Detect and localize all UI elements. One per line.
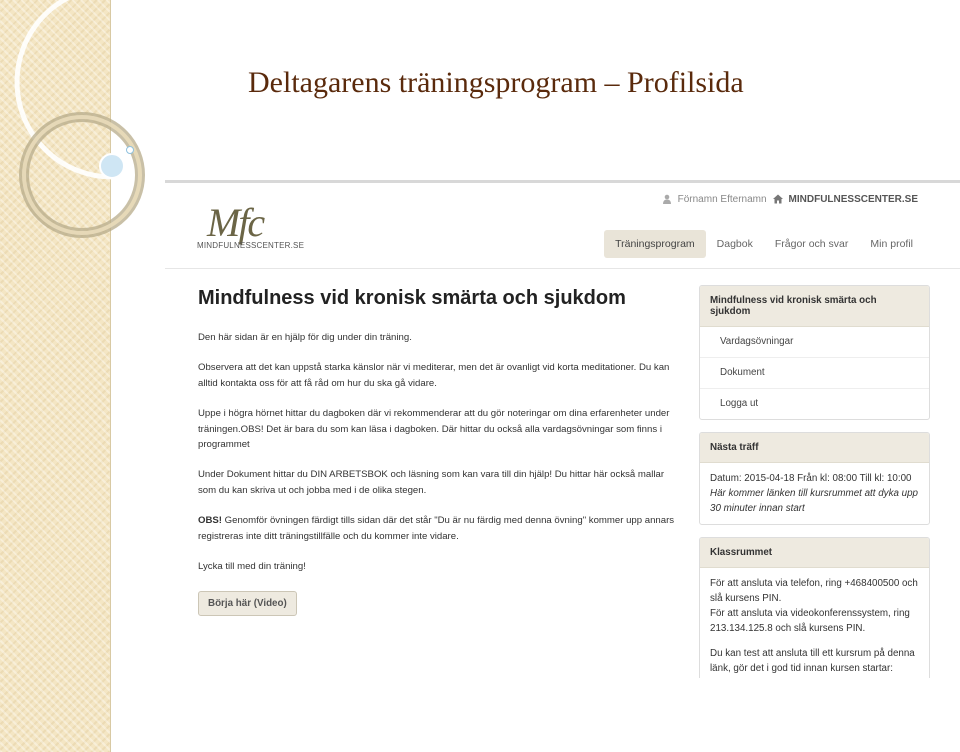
page-heading: Mindfulness vid kronisk smärta och sjukdom: [198, 287, 626, 309]
start-video-button[interactable]: Börja här (Video): [198, 591, 297, 616]
main-nav: [604, 230, 924, 258]
user-icon: [662, 194, 672, 205]
next-meeting-title: Nästa träff: [700, 433, 929, 463]
link-logga-ut[interactable]: Logga ut: [720, 398, 759, 409]
next-meeting-panel: [699, 432, 930, 525]
link-dokument[interactable]: Dokument: [700, 358, 929, 389]
next-meeting-body: [700, 463, 929, 524]
course-panel: [699, 285, 930, 420]
user-name-link[interactable]: Förnamn Efternamn: [677, 194, 767, 205]
obs-text: Genomför övningen färdigt tills sidan där det står "Du är nu färdig med denna övning" kommer upp annars registreras inte ditt träningstillfälle och du kommer inte vidare.: [198, 515, 675, 542]
logo-mark: Mfc: [207, 200, 264, 245]
feelings-paragraph: Observera att det kan uppstå starka känslor när vi mediterar, men det är ovanligt vid korta meditationer. Du kan alltid kontakta oss för att få råd om hur du ska gå vidare.: [198, 362, 670, 389]
classroom-panel: [699, 537, 930, 678]
user-links: [662, 194, 918, 205]
home-icon: [773, 194, 783, 205]
obs-label: OBS!: [198, 515, 222, 527]
nav-min-profil[interactable]: Min profil: [870, 238, 913, 250]
classroom-phone: För att ansluta via telefon, ring +468400500 och slå kursens PIN.: [710, 578, 918, 604]
classroom-test: Du kan test att ansluta till ett kursrum på denna länk, gör det i god tid innan kursen startar:: [710, 648, 915, 674]
next-meeting-note: Här kommer länken till kursrummet att dyka upp 30 minuter innan start: [710, 488, 918, 514]
main-content: [198, 287, 678, 616]
nav-traningsprogram[interactable]: Träningsprogram: [604, 230, 706, 258]
nav-dagbok[interactable]: Dagbok: [716, 238, 753, 250]
intro-paragraph: Den här sidan är en hjälp för dig under din träning.: [198, 332, 412, 343]
diary-paragraph: Uppe i högra hörnet hittar du dagboken där vi rekommenderar att du gör noteringar om dina erfarenheter under träningen.OBS! Det är bara du som kan läsa i dagboken. Där hittar du också alla vardagsövningar som finns i programmet: [198, 408, 670, 451]
right-sidebar: [699, 285, 930, 678]
classroom-title: Klassrummet: [700, 538, 929, 568]
link-vardagsovningar[interactable]: Vardagsövningar: [700, 327, 929, 358]
classroom-video: För att ansluta via videokonferenssystem, ring 213.134.125.8 och slå kursens PIN.: [710, 608, 910, 634]
obs-paragraph: [198, 513, 678, 544]
site-logo[interactable]: [197, 199, 305, 255]
nav-fragor-och-svar[interactable]: Frågor och svar: [774, 238, 849, 250]
next-meeting-date: Datum: 2015-04-18 Från kl: 08:00 Till kl: 10:00: [710, 473, 912, 484]
site-header: [165, 183, 960, 269]
course-panel-title: Mindfulness vid kronisk smärta och sjukdom: [700, 286, 929, 327]
slide-title: Deltagarens träningsprogram – Profilsida: [248, 66, 744, 99]
logo-text: MINDFULNESSCENTER.SE: [197, 241, 305, 250]
classroom-body: [700, 568, 929, 678]
closing-paragraph: Lycka till med din träning!: [198, 561, 306, 573]
website-screenshot: [165, 180, 960, 678]
documents-paragraph: Under Dokument hittar du DIN ARBETSBOK och läsning som kan vara till din hjälp! Du hittar här också mallar som du kan skriva ut och jobba med i de olika stegen.: [198, 469, 665, 496]
site-home-link[interactable]: MINDFULNESSCENTER.SE: [788, 194, 918, 205]
